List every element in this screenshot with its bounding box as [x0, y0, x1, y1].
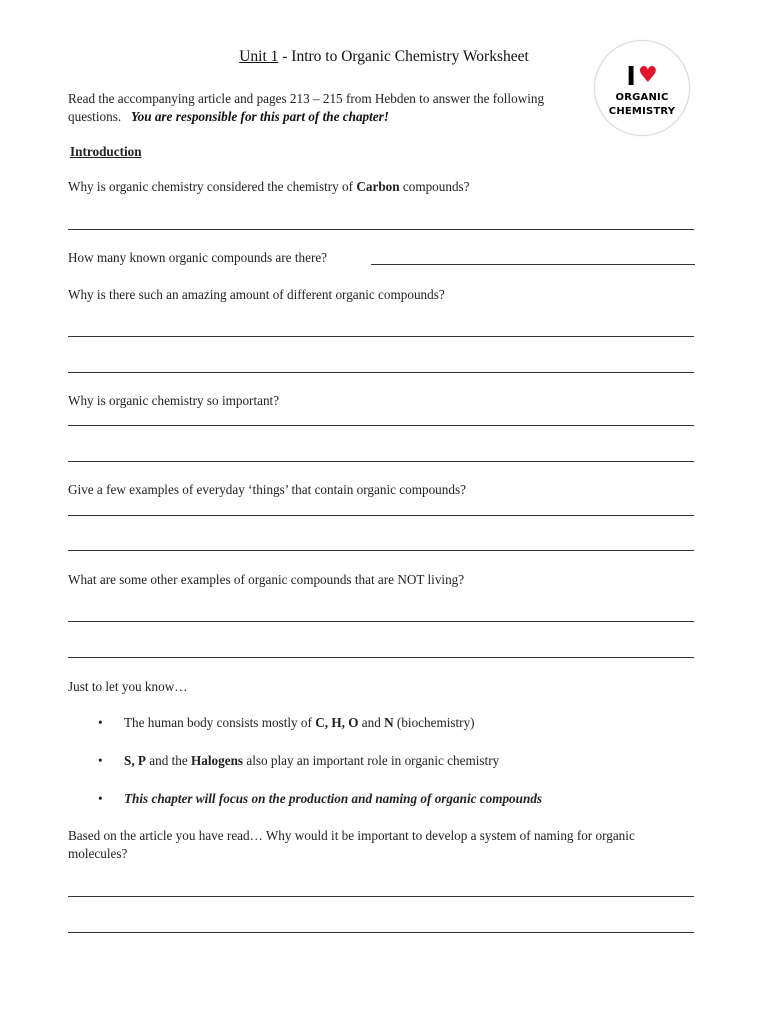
intro-emphasis: You are responsible for this part of the chapter! — [131, 109, 389, 124]
answer-line[interactable] — [68, 372, 694, 373]
intro-text: Read the accompanying article and pages 213 – 215 from Hebden to answer the following questions. — [68, 91, 545, 124]
answer-line[interactable] — [68, 229, 694, 230]
answer-line[interactable] — [68, 896, 694, 897]
b2-bold1: S, P — [124, 753, 146, 768]
b1-mid: and — [358, 715, 385, 730]
logo-chemistry: CHEMISTRY — [608, 106, 676, 117]
bullet-text — [124, 752, 499, 770]
question-6: What are some other examples of organic compounds that are NOT living? — [68, 572, 465, 587]
intro-paragraph — [68, 90, 568, 126]
question-3: Why is there such an amazing amount of different organic compounds? — [68, 287, 445, 302]
title-text: - Intro to Organic Chemistry Worksheet — [278, 48, 529, 65]
logo-organic: ORGANIC — [615, 92, 669, 103]
b2-post: also play an important role in organic chemistry — [243, 753, 500, 768]
q1-text-end: compounds? — [399, 179, 470, 194]
answer-line[interactable] — [68, 657, 694, 658]
bullet-text — [124, 714, 475, 732]
question-2: How many known organic compounds are there? — [68, 250, 328, 265]
b1-post: (biochemistry) — [393, 715, 475, 730]
b1-bold2: N — [384, 715, 394, 730]
b1-pre: The human body consists mostly of — [124, 715, 316, 730]
logo-top — [595, 63, 689, 90]
b1-bold1: C, H, O — [315, 715, 359, 730]
logo-i: I — [626, 62, 636, 92]
question-7: Based on the article you have read… Why would it be important to develop a system of naming for organic molecules? — [68, 828, 635, 861]
answer-line[interactable] — [68, 621, 694, 622]
b2-bold2: Halogens — [191, 753, 244, 768]
answer-line[interactable] — [68, 461, 694, 462]
answer-line[interactable] — [68, 425, 694, 426]
question-5: Give a few examples of everyday ‘things’ that contain organic compounds? — [68, 482, 466, 497]
answer-line[interactable] — [68, 932, 694, 933]
just-to-know: Just to let you know… — [68, 679, 188, 694]
i-love-organic-chemistry-logo — [594, 40, 690, 136]
question-4: Why is organic chemistry so important? — [68, 393, 280, 408]
answer-line-inline[interactable] — [371, 264, 695, 265]
q1-bold: Carbon — [356, 179, 400, 194]
answer-line[interactable] — [68, 550, 694, 551]
q1-text: Why is organic chemistry considered the chemistry of — [68, 179, 357, 194]
heart-icon: ♥ — [637, 63, 658, 88]
bullet-icon: • — [98, 715, 103, 730]
answer-line[interactable] — [68, 515, 694, 516]
question-1 — [68, 178, 470, 196]
bullet-icon: • — [98, 791, 103, 806]
section-heading: Introduction — [70, 144, 142, 159]
answer-line[interactable] — [68, 336, 694, 337]
title-unit: Unit 1 — [239, 48, 279, 65]
bullet-icon: • — [98, 753, 103, 768]
b2-mid: and the — [145, 753, 192, 768]
bullet-text: This chapter will focus on the production and naming of organic compounds — [124, 791, 543, 806]
